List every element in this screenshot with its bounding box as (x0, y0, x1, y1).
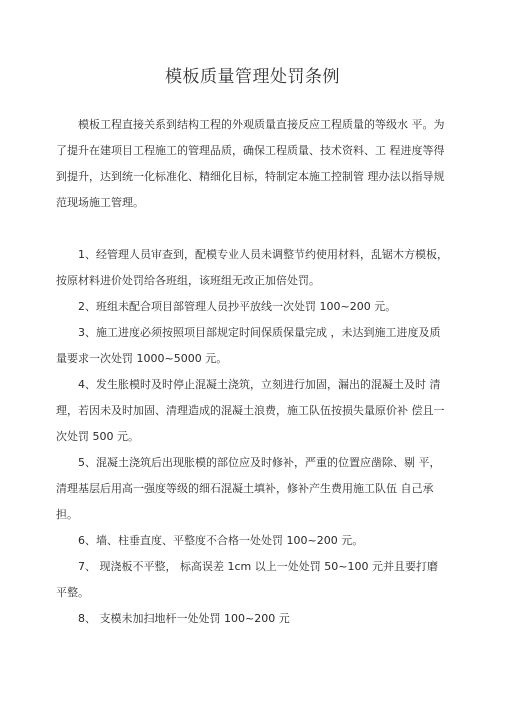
rule-item: 8、 支模未加扫地杆一处处罚 100~200 元 (78, 612, 290, 625)
rule-item: 7、 现浇板不平整， 标高误差 1cm 以上一处处罚 50~100 元并且要打磨平整。 (56, 560, 438, 599)
rule-item: 5、混凝土浇筑后出现胀模的部位应及时修补，严重的位置应凿除、剔 平，清理基层后用高一强度等级的细石混凝土填补，修补产生费用施工队伍 自己承担。 (56, 456, 441, 521)
rule-item: 1、经管理人员审查到，配模专业人员未调整节约使用材料，乱锯木方模板，按原材料进价处罚给各班组，该班组无改正加倍处罚。 (56, 248, 448, 287)
intro-section (56, 112, 448, 216)
document-title: 模板质量管理处罚条例 (165, 67, 340, 87)
intro-paragraph: 模板工程直接关系到结构工程的外观质量直接反应工程质量的等级水 平。为了提升在建项目工程施工的管理品质，确保工程质量、技术资料、工 程进度等得到提升，达到统一化标准化、精细化目标，特制定本施工控制管 理办法以指导规范现场施工管理。 (56, 118, 445, 209)
rules-list (56, 242, 448, 632)
rule-item: 6、墙、柱垂直度、平整度不合格一处处罚 100~200 元。 (78, 534, 364, 547)
rule-item: 4、发生胀模时及时停止混凝土浇筑，立刻进行加固，漏出的混凝土及时 清理，若因未及时加固、清理造成的混凝土浪费，施工队伍按损失量原价补 偿且一次处罚 500 元。 (56, 378, 445, 443)
rule-item: 3、施工进度必须按照项目部规定时间保质保量完成 ，未达到施工进度及质量要求一次处罚 1000~5000 元。 (56, 326, 441, 365)
rule-item: 2、班组未配合项目部管理人员抄平放线一次处罚 100~200 元。 (78, 300, 397, 313)
